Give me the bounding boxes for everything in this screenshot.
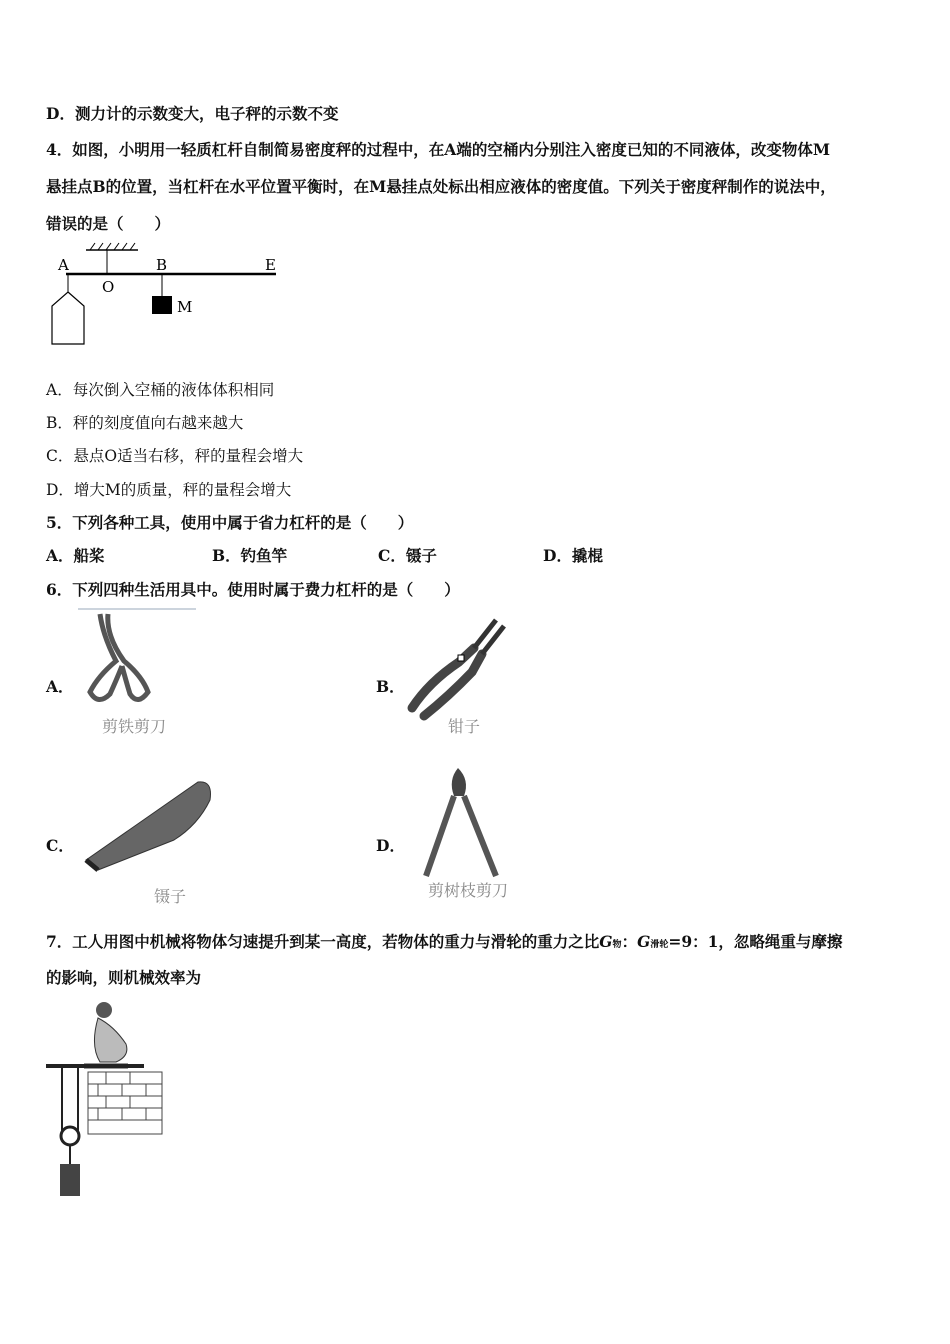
q5-option-a: A．船桨 xyxy=(46,546,105,565)
q7-stem-line1 xyxy=(46,930,842,952)
q4-stem-line3: 错误的是（ ） xyxy=(46,214,171,233)
q7-g-subscript-object: 物 xyxy=(612,940,622,950)
q4-option-a: A．每次倒入空桶的液体体积相同 xyxy=(46,381,275,399)
lever-diagram xyxy=(46,240,286,350)
q5-stem: 5．下列各种工具，使用中属于省力杠杆的是（ ） xyxy=(46,513,414,532)
q4-option-b: B．秤的刻度值向右越来越大 xyxy=(46,414,244,432)
q6-label-c: C． xyxy=(46,836,74,855)
q5-option-d: D．撬棍 xyxy=(543,546,603,565)
q7-stem-text: 7．工人用图中机械将物体匀速提升到某一高度，若物体的重力与滑轮的重力之比 xyxy=(46,932,600,951)
q7-g-subscript-pulley: 滑轮 xyxy=(650,940,669,950)
q6-caption-c: 镊子 xyxy=(154,887,187,906)
q7-g-symbol-1: G xyxy=(599,932,613,951)
q6-label-d: D． xyxy=(376,836,405,855)
q7-g-symbol-2: G xyxy=(637,932,651,951)
label-e: E xyxy=(265,256,276,274)
q7-ratio-text: =9：1，忽略绳重与摩擦 xyxy=(668,932,843,951)
q4-option-c: C．悬点O适当右移，秤的量程会增大 xyxy=(46,447,304,465)
pliers-image xyxy=(404,612,524,740)
q4-stem-line2: 悬挂点B的位置，当杠杆在水平位置平衡时，在M悬挂点处标出相应液体的密度值。下列关于密度秤制作的说法中， xyxy=(46,177,836,196)
q6-caption-b: 钳子 xyxy=(448,717,481,736)
q6-stem: 6．下列四种生活用具中。使用时属于费力杠杆的是（ ） xyxy=(46,580,460,599)
worker-pulley-image xyxy=(44,996,174,1206)
q7-stem-line2: 的影响，则机械效率为 xyxy=(46,968,202,987)
q7-colon: ： xyxy=(621,932,638,951)
q6-label-a: A． xyxy=(46,677,74,696)
tweezers-image xyxy=(78,770,218,910)
q4-option-d: D．增大M的质量，秤的量程会增大 xyxy=(46,481,292,499)
q6-label-b: B． xyxy=(376,677,405,696)
label-a: A xyxy=(58,256,69,274)
q6-caption-d: 剪树枝剪刀 xyxy=(428,881,509,900)
label-o: O xyxy=(102,278,115,296)
q3-option-d: D．测力计的示数变大，电子秤的示数不变 xyxy=(46,104,339,123)
q5-option-b: B．钓鱼竿 xyxy=(212,546,288,565)
q6-caption-a: 剪铁剪刀 xyxy=(102,717,167,736)
q4-stem-line1: 4．如图，小明用一轻质杠杆自制简易密度秤的过程中，在A端的空桶内分别注入密度已知的不同液体，改变物体M xyxy=(46,140,830,159)
iron-shears-image xyxy=(78,606,203,740)
q5-option-c: C．镊子 xyxy=(378,546,437,565)
label-b: B xyxy=(156,256,168,274)
label-m: M xyxy=(177,298,193,316)
branch-shears-image xyxy=(404,766,544,906)
